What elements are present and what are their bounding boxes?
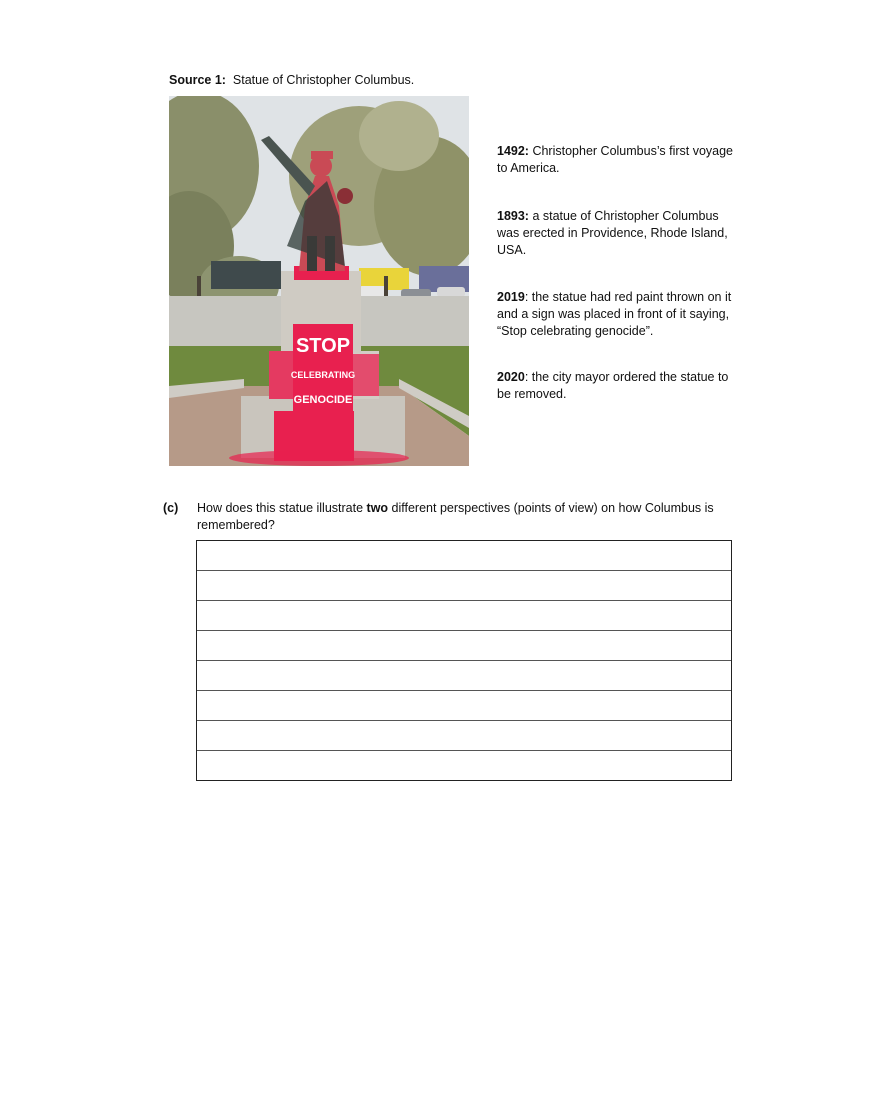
timeline-year: 2020 [497, 370, 525, 384]
statue-photo [169, 96, 469, 466]
answer-box[interactable] [196, 540, 732, 781]
answer-line [197, 600, 731, 601]
timeline-entry-1492 [497, 143, 737, 177]
timeline-entry-2020 [497, 369, 737, 403]
answer-line [197, 660, 731, 661]
question-number: (c) [163, 501, 179, 515]
question-text-before: How does this statue illustrate [197, 501, 367, 515]
answer-line [197, 630, 731, 631]
question-text-after: different perspectives (points of view) on how Columbus is remembered? [197, 501, 714, 532]
timeline-year: 2019 [497, 290, 525, 304]
timeline-text: Christopher Columbus’s first voyage to America. [497, 144, 734, 175]
question-emphasis: two [366, 501, 389, 515]
timeline-entry-2019 [497, 289, 737, 340]
timeline-text: : the city mayor ordered the statue to be removed. [497, 370, 729, 401]
question-text [197, 500, 737, 534]
sign-line-3: GENOCIDE [293, 394, 353, 406]
answer-line [197, 570, 731, 571]
source-heading [169, 72, 414, 88]
answer-line [197, 720, 731, 721]
source-caption: Statue of Christopher Columbus. [232, 73, 415, 87]
source-label: Source 1: [169, 73, 226, 87]
timeline-year: 1893: [497, 209, 529, 223]
answer-line [197, 750, 731, 751]
timeline-entry-1893 [497, 208, 737, 259]
timeline-year: 1492: [497, 144, 529, 158]
sign-line-1: STOP [295, 335, 351, 357]
answer-line [197, 690, 731, 691]
timeline-text: a statue of Christopher Columbus was erected in Providence, Rhode Island, USA. [497, 209, 728, 257]
sign-line-2: CELEBRATING [290, 370, 356, 380]
timeline-text: : the statue had red paint thrown on it and a sign was placed in front of it saying, “Stop celebrating genocide”. [497, 290, 732, 338]
